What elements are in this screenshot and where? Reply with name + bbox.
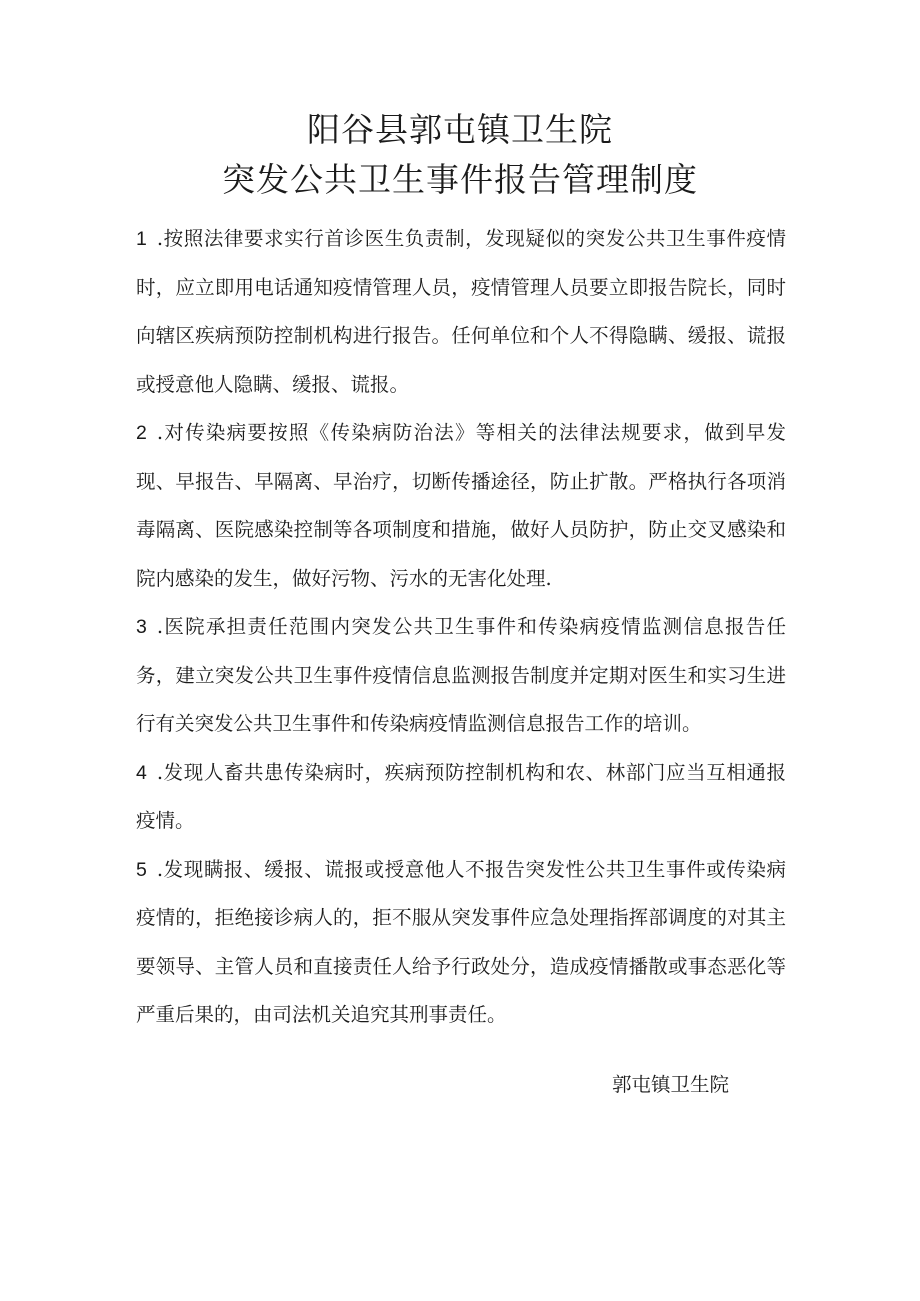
paragraph-text: .按照法律要求实行首诊医生负责制，发现疑似的突发公共卫生事件疫情时，应立即用电话通知疫情管理人员，疫情管理人员要立即报告院长，同时向辖区疾病预防控制机构进行报告。任何单位和个人不得隐瞒、缓报、谎报或授意他人隐瞒、缓报、谎报。 bbox=[136, 227, 786, 396]
paragraph-text: .发现人畜共患传染病时，疾病预防控制机构和农、林部门应当互相通报疫情。 bbox=[136, 760, 786, 832]
paragraph-number: 2 bbox=[136, 422, 147, 444]
paragraph-text: .对传染病要按照《传染病防治法》等相关的法律法规要求，做到早发现、早报告、早隔离、早治疗，切断传播途径，防止扩散。严格执行各项消毒隔离、医院感染控制等各项制度和措施，做好人员防护，防止交叉感染和院内感染的发生，做好污物、污水的无害化处理. bbox=[136, 421, 786, 590]
paragraph-number: 5 bbox=[136, 858, 147, 881]
paragraph-number: 1 bbox=[136, 228, 147, 250]
document-title-line1: 阳谷县郭屯镇卫生院 bbox=[307, 110, 613, 149]
paragraph-1 bbox=[136, 215, 786, 409]
paragraph-text: .发现瞒报、缓报、谎报或授意他人不报告突发性公共卫生事件或传染病疫情的，拒绝接诊病人的，拒不服从突发事件应急处理指挥部调度的对其主要领导、主管人员和直接责任人给予行政处分，造成疫情播散或事态恶化等严重后果的，由司法机关追究其刑事责任。 bbox=[136, 857, 786, 1026]
paragraph-number: 3 bbox=[136, 616, 147, 638]
paragraph-text: .医院承担责任范围内突发公共卫生事件和传染病疫情监测信息报告任务，建立突发公共卫生事件疫情信息监测报告制度并定期对医生和实习生进行有关突发公共卫生事件和传染病疫情监测信息报告工作的培训。 bbox=[136, 615, 786, 735]
paragraph-3 bbox=[136, 603, 786, 749]
paragraph-number: 4 bbox=[136, 761, 147, 784]
signature: 郭屯镇卫生院 bbox=[612, 1073, 730, 1096]
document-body bbox=[136, 215, 786, 1040]
document-title-line2: 突发公共卫生事件报告管理制度 bbox=[222, 160, 698, 199]
paragraph-4 bbox=[136, 749, 786, 846]
paragraph-5 bbox=[136, 846, 786, 1040]
paragraph-2 bbox=[136, 409, 786, 603]
